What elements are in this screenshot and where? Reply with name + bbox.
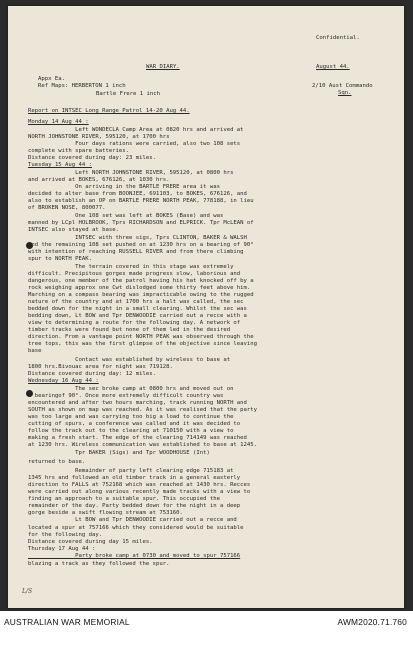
body-line: INTSEC also stayed at base. — [28, 227, 119, 233]
body-line: making a fresh start. The edge of the clearing 714149 was reached — [28, 435, 247, 441]
confidential-label: Confidential. — [316, 35, 360, 41]
body-line: bedded down for the night in a small clearing. Whilst the sec was — [28, 306, 247, 312]
body-line: blazing a track as they followed the spur. — [28, 561, 170, 567]
body-line: Contact was established by wireless to base at — [28, 357, 231, 363]
body-line: Tpr BAKER (Sigs) and Tpr WOODHOUSE (Int) — [28, 450, 210, 456]
body-line: Four days rations were carried, also two 108 sets — [28, 141, 241, 147]
body-line: with intention of reaching RUSSELL RIVER and from there climbing — [28, 249, 244, 255]
body-line: dangerous, one member of the patrol having his hat knocked off by a — [28, 278, 254, 284]
day-heading: Wednesday 16 Aug 44 : — [28, 378, 99, 384]
body-line: complete with spare batteries. — [28, 148, 130, 154]
body-line: The terrain covered in this stage was extremely — [28, 264, 234, 270]
body-line: of BROKEN NOSE, 800077. — [28, 205, 106, 211]
body-line: returned to base. — [28, 459, 86, 465]
body-line: direction. From a vantage point NORTH PEAK was observed through the — [28, 334, 254, 340]
unit-name: 2/10 Aust Commando — [312, 83, 373, 89]
appendix-ref: Appx Ea. — [38, 76, 65, 82]
body-line: remainder of the day. Party bedded down for the night in a deep — [28, 503, 241, 509]
document-date: August 44. — [316, 64, 350, 70]
document-page — [8, 6, 404, 608]
body-line: Left NORTH JOHNSTONE RIVER, 595120, at 0800 hrs — [28, 170, 234, 176]
day-heading: Tuesday 15 Aug 44 : — [28, 162, 92, 168]
document-title: WAR DIARY. — [146, 64, 180, 70]
handwritten-note: L/S — [22, 588, 33, 595]
body-line: cutting of spurs, a conference was called and it was decided to — [28, 421, 241, 427]
body-line: Distance covered during day: 23 miles. — [28, 155, 156, 161]
body-line: gorge beside a swift flowing stream at 753160. — [28, 510, 183, 516]
body-line: manned by LCpl HOLBROOK, Tprs RICHARDSON and ELPRICK. Tpr McLEAN of — [28, 220, 254, 226]
body-line: NORTH JOHNSTONE RIVER, 595120, at 1700 hrs — [28, 134, 170, 140]
day-heading: Party broke camp at 0730 and moved to spur 757166 — [28, 553, 241, 559]
body-line: rock weighing approx one Cwt dislodged some thirty feet above him. — [28, 285, 251, 291]
body-line: Remainder of party left clearing edge 715183 at — [28, 468, 234, 474]
body-line: 1800 hrs.Bivouac area for night was 719128. — [28, 364, 173, 370]
body-line: and arrived at BOKES, 676126, at 1030 hrs. — [28, 177, 170, 183]
body-line: base — [28, 348, 42, 354]
body-line: difficult. Precipitous gorges made progress slow, laborious and — [28, 271, 241, 277]
footer-accession-number: AWM2020.71.760 — [337, 617, 407, 627]
body-line: a bearingof 90°. Once more extremely difficult country was — [28, 393, 224, 399]
body-line: spur to NORTH PEAK. — [28, 256, 92, 262]
body-line: were carried out along various recently made tracks with a view to — [28, 489, 251, 495]
unit-name-cont: Sqn. — [338, 90, 352, 96]
body-line: for the following day. — [28, 532, 103, 538]
body-line: view to determining a route for the following day. A network of — [28, 320, 241, 326]
day-heading: Monday 14 Aug 44 : — [28, 119, 89, 125]
report-title: Report on INTSEC Long Range Patrol 14-20 Aug 44. — [28, 108, 190, 114]
body-line: decided to alter base from BOONJEE, 691103, to BOKES, 676126, and — [28, 191, 247, 197]
body-line: direction to FALLS at 752168 which was reached at 1430 hrs. Recces — [28, 482, 251, 488]
body-line: One 108 set was left at BOKES (Base) and was — [28, 213, 224, 219]
archive-footer — [0, 611, 413, 653]
body-line: encountered and after two hours marching, track running NORTH and — [28, 400, 247, 406]
body-line: The sec broke camp at 0800 hrs and moved out on — [28, 386, 234, 392]
body-line: bedding down, Lt BOW and Tpr DENWOODIE carried out a recce with a — [28, 313, 247, 319]
body-line: also to establish an OP on BARTLE FRERE NORTH PEAK, 778188, in lieu — [28, 198, 254, 204]
body-line: Distance covered during day: 12 miles. — [28, 371, 156, 377]
ref-maps-line-2: Bartle Frere 1 inch — [96, 91, 160, 97]
body-line: timber tracks were found but none of them led in the desired — [28, 327, 231, 333]
body-line: was too large and was carrying too big a load to continue the — [28, 414, 234, 420]
body-line: Distance covered during day 15 miles. — [28, 539, 153, 545]
body-line: located a spur at 757166 which they considered would be suitable — [28, 525, 244, 531]
body-line: Thursday 17 Aug 44 : — [28, 546, 96, 552]
body-line: Lt BOW and Tpr DENWOODIE carried out a recce and — [28, 517, 237, 523]
body-line: at 1230 hrs. Wireless communication was established to base at 1245. — [28, 442, 258, 448]
body-line: SOUTH as shown on map was reached. As it was realised that the party — [28, 407, 258, 413]
body-line: tree tops, this was the first glimpse of the objective since leaving — [28, 341, 258, 347]
body-line: 1345 hrs and followed an old timber track in a general easterly — [28, 475, 241, 481]
body-line: INTSEC with three sigs, Tprs CLINTON, BAKER & WALSH — [28, 235, 247, 241]
body-line: Left WONDECLA Camp Area at 0820 hrs and arrived at — [28, 127, 244, 133]
body-line: and the remaining 108 set pushed on at 1230 hrs on a bearing of 90° — [28, 242, 254, 248]
body-line: On arriving in the BARTLE FRERE area it was — [28, 184, 220, 190]
body-line: finding an approach to a suitable spur. This occupied the — [28, 496, 220, 502]
body-line: follow the track out to the clearing at 710150 with a view to — [28, 428, 234, 434]
footer-institution: AUSTRALIAN WAR MEMORIAL — [4, 617, 130, 627]
body-line: Marching on a compass bearing was impracticable owing to the rugged — [28, 292, 254, 298]
ref-maps-line-1: Ref Maps: HERBERTON 1 inch — [38, 83, 126, 89]
body-line: nature of the country and at 1700 hrs a halt was called, the sec — [28, 299, 244, 305]
